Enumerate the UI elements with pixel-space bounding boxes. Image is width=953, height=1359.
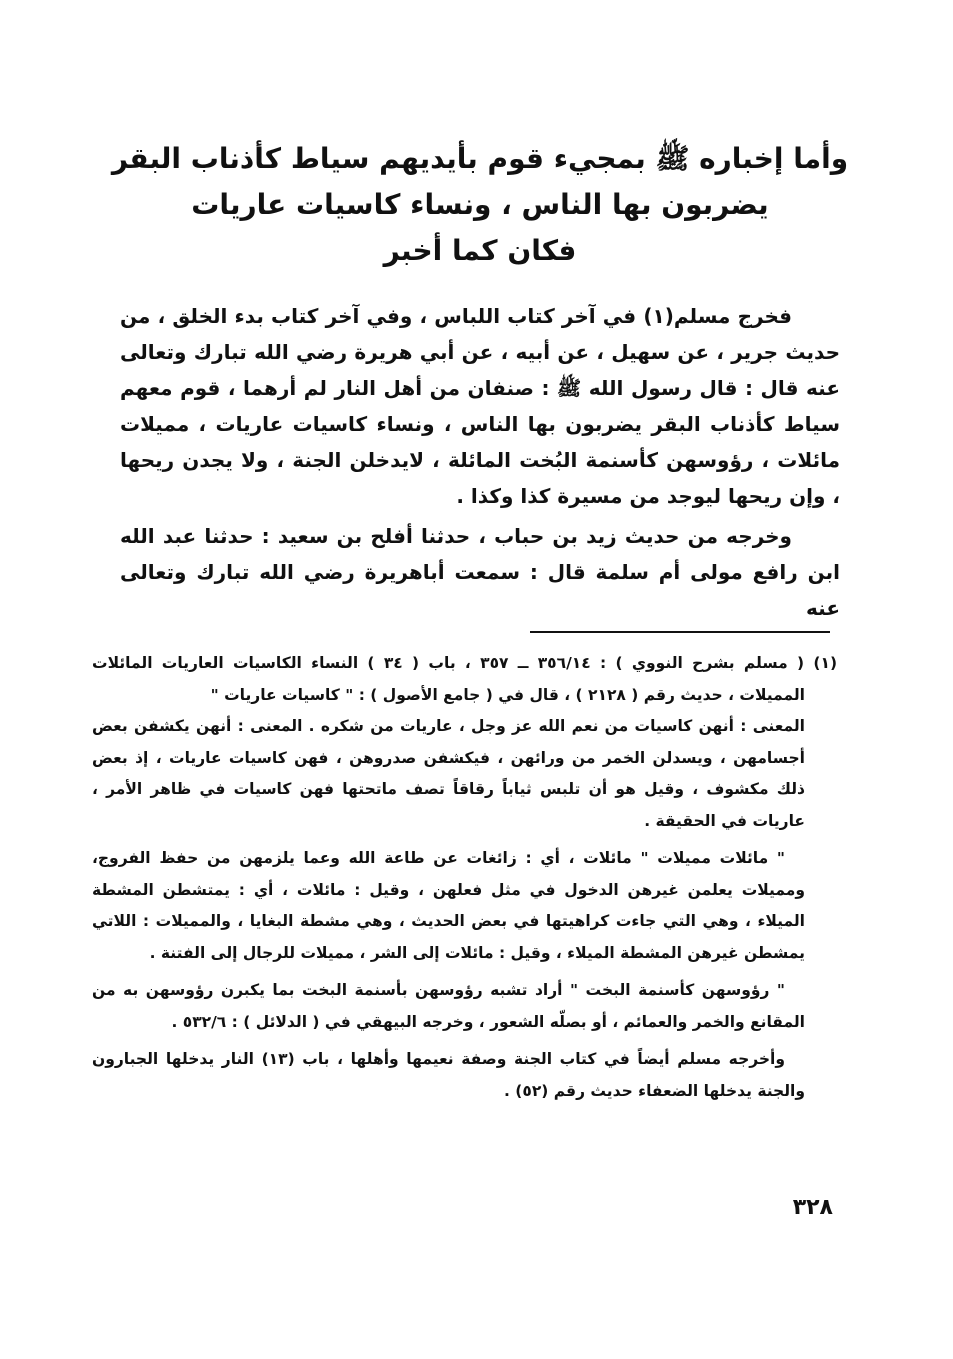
footnotes — [92, 648, 837, 1107]
heading-line-3: فكان كما أخبر — [383, 234, 577, 267]
heading-line-2: يضربون بها الناس ، ونساء كاسيات عاريات — [191, 188, 769, 221]
main-text — [120, 298, 840, 626]
body-paragraph-1: فخرج مسلم(١) في آخر كتاب اللباس ، وفي آخر كتاب بدء الخلق ، من حديث جرير ، عن سهيل ، عن أبيه ، عن أبي هريرة رضي الله تبارك وتعالى عنه قال : قال رسول الله ﷺ : صنفان من أهل النار لم أرهما ، قوم معهم سياط كأذناب البقر يضربون بها الناس ، ونساء كاسيات عاريات ، مميلات مائلات ، رؤوسهن كأسنمة البُخت المائلة ، لايدخلن الجنة ، ولا يجدن ريحها ، وإن ريحها ليوجد من مسيرة كذا وكذا . — [120, 304, 840, 508]
body-paragraph-2: وخرجه من حديث زيد بن حباب ، حدثنا أفلح بن سعيد : حدثنا عبد الله ابن رافع مولى أم سلمة قال : سمعت أباهريرة رضي الله تبارك وتعالى عنه — [120, 524, 840, 620]
chapter-heading — [110, 136, 850, 274]
footnote-1-paragraph-4: وأخرجه مسلم أيضاً في كتاب الجنة وصفة نعيمها وأهلها ، باب (١٣) النار يدخلها الجبارون والجنة يدخلها الضعفاء حديث رقم (٥٢) . — [92, 1050, 805, 1100]
footnote-1-lead: (١) ( مسلم بشرح النووي ) : ٣٥٦/١٤ ــ ٣٥٧ ، باب ( ٣٤ ) النساء الكاسيات العاريات المائلات المميلات ، حديث رقم ( ٢١٢٨ ) ، قال في ( جامع الأصول ) : " كاسيات عاريات " — [92, 654, 838, 704]
footnote-1-continuation: المعنى : أنهن كاسيات من نعم الله عز وجل ، عاريات من شكره . المعنى : أنهن يكشفن بعض أجسامهن ، ويسدلن الخمر من ورائهن ، فيكشفن صدروهن ، فهن كاسيات عاريات ، إذ بعض ذلك مكشوف ، وقيل هو أن تلبس ثياباً رقاقاً تصف ماتحتها فهن كاسيات في ظاهر الأمر ، عاريات في الحقيقة . — [92, 717, 805, 830]
footnote-1-paragraph-3: " رؤوسهن كأسنمة البخت " أراد تشبه رؤوسهن بأسنمة البخت بما يكبرن رؤوسهن به من المقانع والخمر والعمائم ، أو بصلّه الشعور ، وخرجه البيهقي في ( الدلائل ) : ٥٣٢/٦ . — [92, 981, 805, 1031]
footnote-separator — [530, 631, 830, 633]
page-number: ٣٢٨ — [792, 1195, 833, 1220]
footnote-1-paragraph-2: " مائلات مميلات " مائلات ، أي : زائغات عن طاعة الله وعما يلزمهن من حفظ الفروج، ومميلات يعلمن غيرهن الدخول في مثل فعلهن ، وقيل : مائلات ، أي : يمتشطن المشطة الميلاء ، وهي التي جاءت كراهيتها في بعض الحديث ، وهي مشطة البغايا ، والمميلات : اللاتي يمشطن غيرهن المشطة الميلاء ، وقيل : مائلات إلى الشر ، مميلات للرجال إلى الفتنة . — [92, 849, 805, 962]
heading-line-1: وأما إخباره ﷺ بمجيء قوم بأيديهم سياط كأذناب البقر — [111, 142, 849, 175]
